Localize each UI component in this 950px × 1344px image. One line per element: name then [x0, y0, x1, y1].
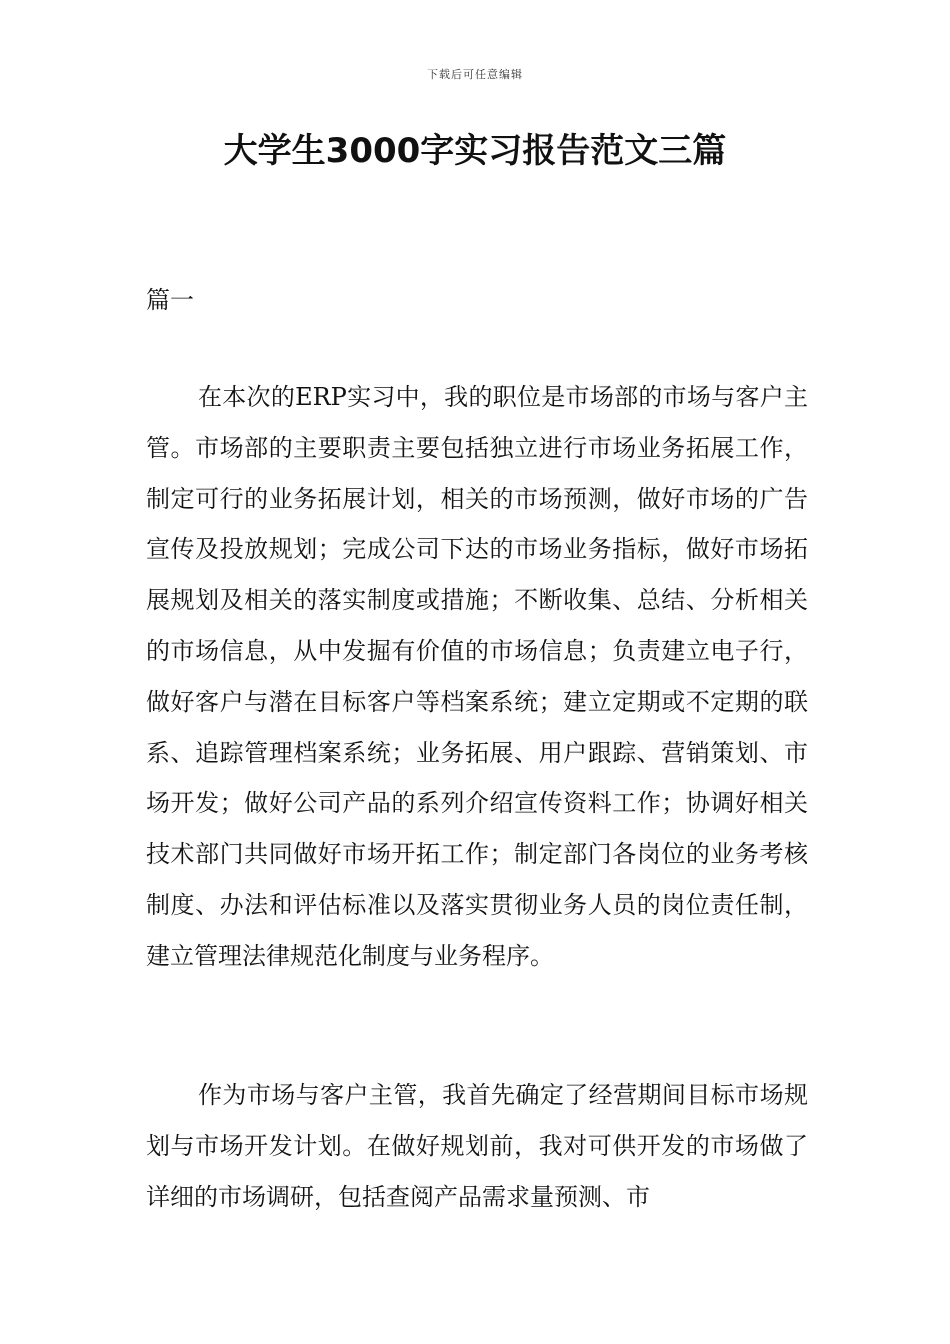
body-paragraph-1: 在本次的ERP实习中，我的职位是市场部的市场与客户主管。市场部的主要职责主要包括独立进行市场业务拓展工作，制定可行的业务拓展计划，相关的市场预测，做好市场的广告宣传及投放规划；完成公司下达的市场业务指标，做好市场拓展规划及相关的落实制度或措施；不断收集、总结、分析相关的市场信息，从中发掘有价值的市场信息；负责建立电子行，做好客户与潜在目标客户等档案系统；建立定期或不定期的联系、追踪管理档案系统；业务拓展、用户跟踪、营销策划、市场开发；做好公司产品的系列介绍宣传资料工作；协调好相关技术部门共同做好市场开拓工作；制定部门各岗位的业务考核制度、办法和评估标准以及落实贯彻业务人员的岗位责任制，建立管理法律规范化制度与业务程序。	[146, 383, 808, 970]
section-heading: 篇一	[146, 286, 194, 314]
header-note: 下载后可任意编辑	[427, 68, 523, 81]
body-paragraph-2: 作为市场与客户主管，我首先确定了经营期间目标市场规划与市场开发计划。在做好规划前，我对可供开发的市场做了详细的市场调研，包括查阅产品需求量预测、市	[146, 1081, 808, 1211]
document-title: 大学生3000字实习报告范文三篇	[223, 131, 727, 171]
